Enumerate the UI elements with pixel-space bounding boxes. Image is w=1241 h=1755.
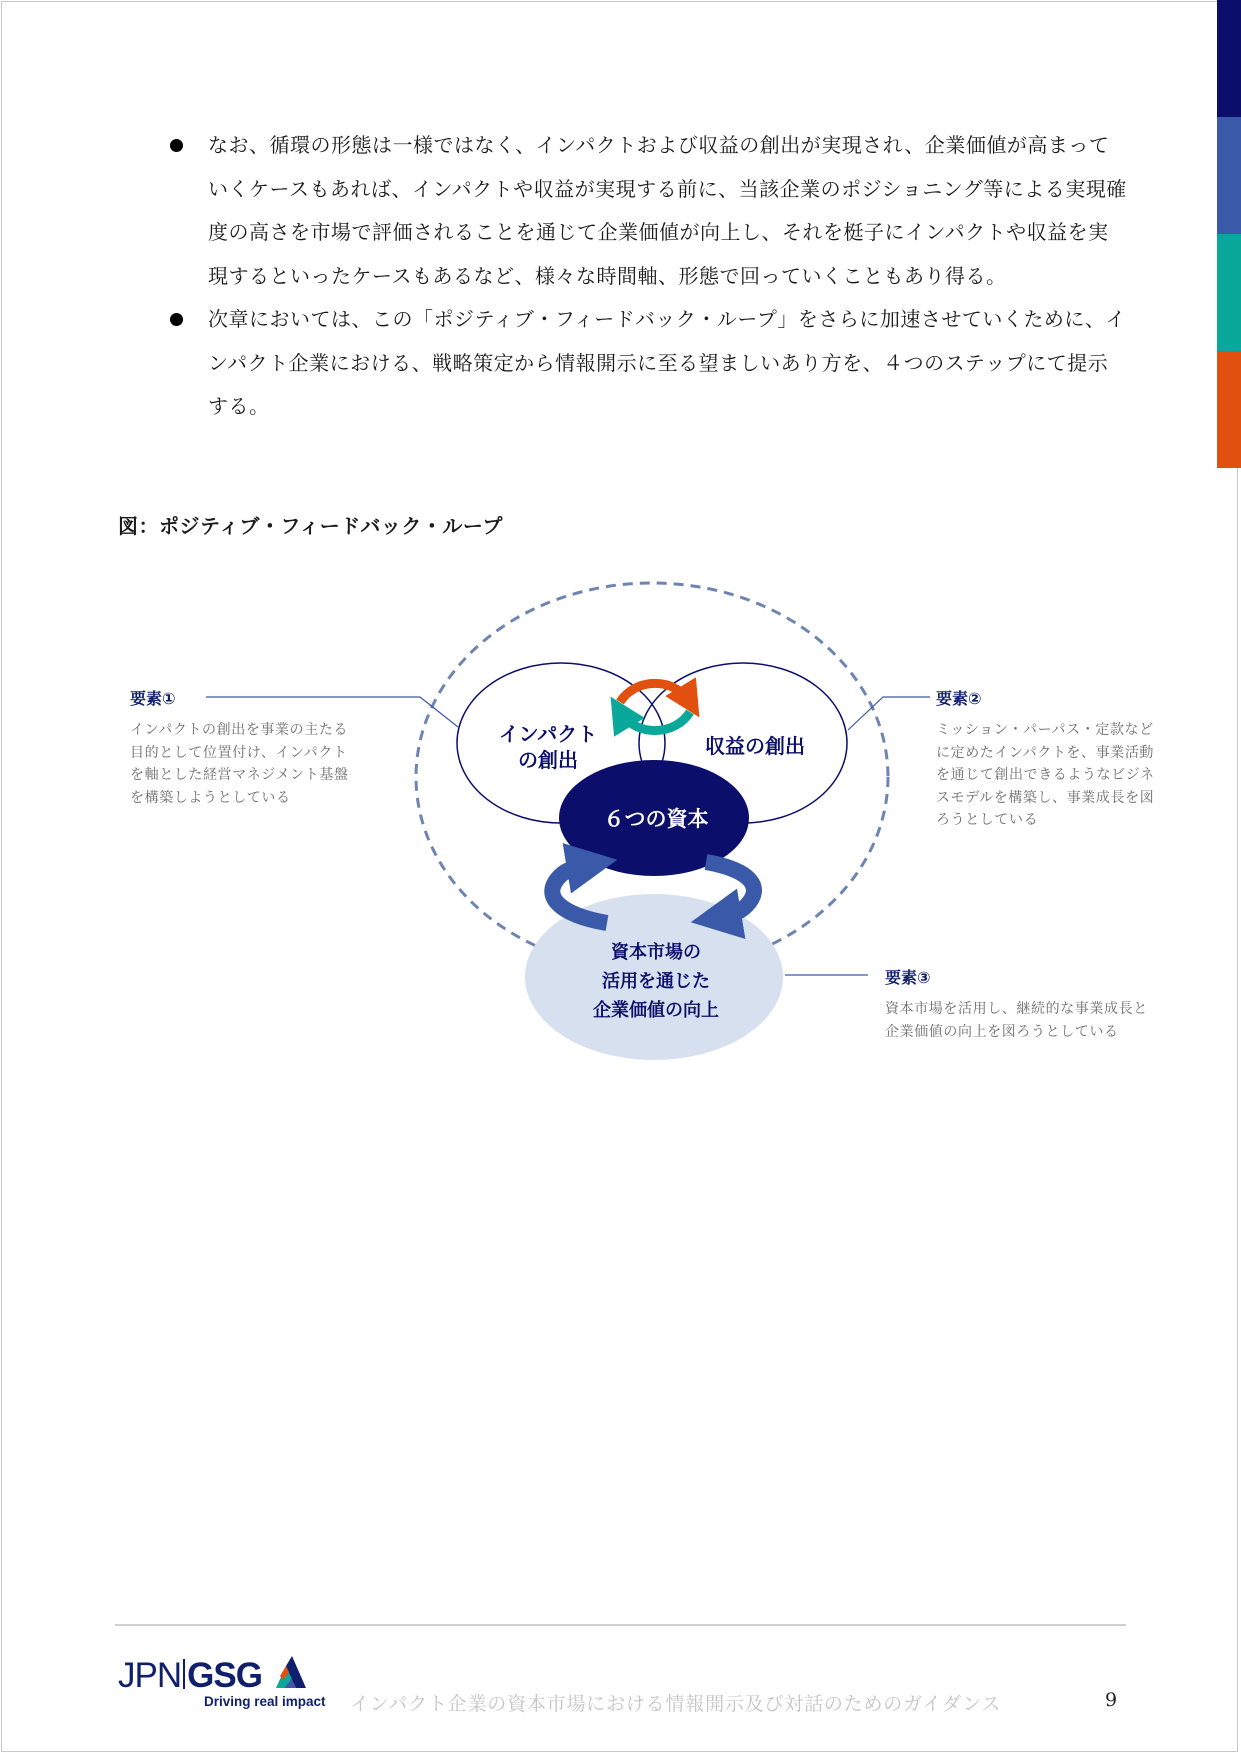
jpn-gsg-logo[interactable]	[118, 1656, 328, 1708]
market-label-line2: 活用を通じた	[602, 971, 710, 992]
footer-document-title: インパクト企業の資本市場における情報開示及び対話のためのガイダンス	[350, 1693, 1002, 1715]
element-1-description: インパクトの創出を事業の主たる 目的として位置付け、インパクト を軸とした経営マネジメント基盤 を構築しようとしている	[130, 722, 349, 806]
impact-label-line2: の創出	[518, 748, 578, 772]
impact-label-line1: インパクト	[498, 722, 598, 746]
logo-jpn-text: JPN	[118, 1656, 182, 1695]
logo-tagline: Driving real impact	[204, 1694, 326, 1709]
figure-title: 図：ポジティブ・フィードバック・ループ	[118, 514, 503, 538]
logo-mark-icon	[270, 1656, 308, 1690]
capital-label: ６つの資本	[603, 807, 709, 831]
element-3-annotation	[885, 965, 1185, 1043]
element-2-title: 要素②	[936, 689, 982, 708]
market-label-line3: 企業価値の向上	[593, 1000, 719, 1021]
element-2-description: ミッション・パーパス・定款など に定めたインパクトを、事業活動 を通じて創出できるようなビジネ スモデルを構築し、事業成長を図 ろうとしている	[936, 722, 1155, 828]
element-1-annotation	[130, 686, 380, 809]
bullet-text: なお、循環の形態は一様ではなく、インパクトおよび収益の創出が実現され、企業価値が高まっていくケースもあれば、インパクトや収益が実現する前に、当該企業のポジショニング等による実現確度の高さを市場で評価されることを通じて企業価値が向上し、それを梃子にインパクトや収益を実現するといったケースもあるなど、様々な時間軸、形態で回っていくこともあり得る。	[208, 133, 1127, 288]
blue-up-arrow-icon	[552, 864, 607, 923]
page-number: 9	[1105, 1689, 1118, 1711]
element-3-title: 要素③	[885, 968, 931, 987]
logo-gsg-text: GSG	[187, 1656, 262, 1695]
element-2-annotation	[936, 686, 1186, 832]
teal-cycle-arrow-icon	[620, 712, 690, 731]
element-1-title: 要素①	[130, 689, 176, 708]
element-3-description: 資本市場を活用し、継続的な事業成長と 企業価値の向上を図ろうとしている	[885, 1001, 1148, 1040]
connector-line-2	[848, 697, 930, 730]
revenue-label: 収益の創出	[705, 734, 805, 758]
logo-divider	[183, 1659, 185, 1689]
footer-divider	[115, 1624, 1126, 1626]
bullet-text: 次章においては、この「ポジティブ・フィードバック・ループ」をさらに加速させていくために、インパクト企業における、戦略策定から情報開示に至る望ましいあり方を、４つのステップにて提示する。	[208, 307, 1126, 418]
market-label-line1: 資本市場の	[611, 942, 701, 963]
